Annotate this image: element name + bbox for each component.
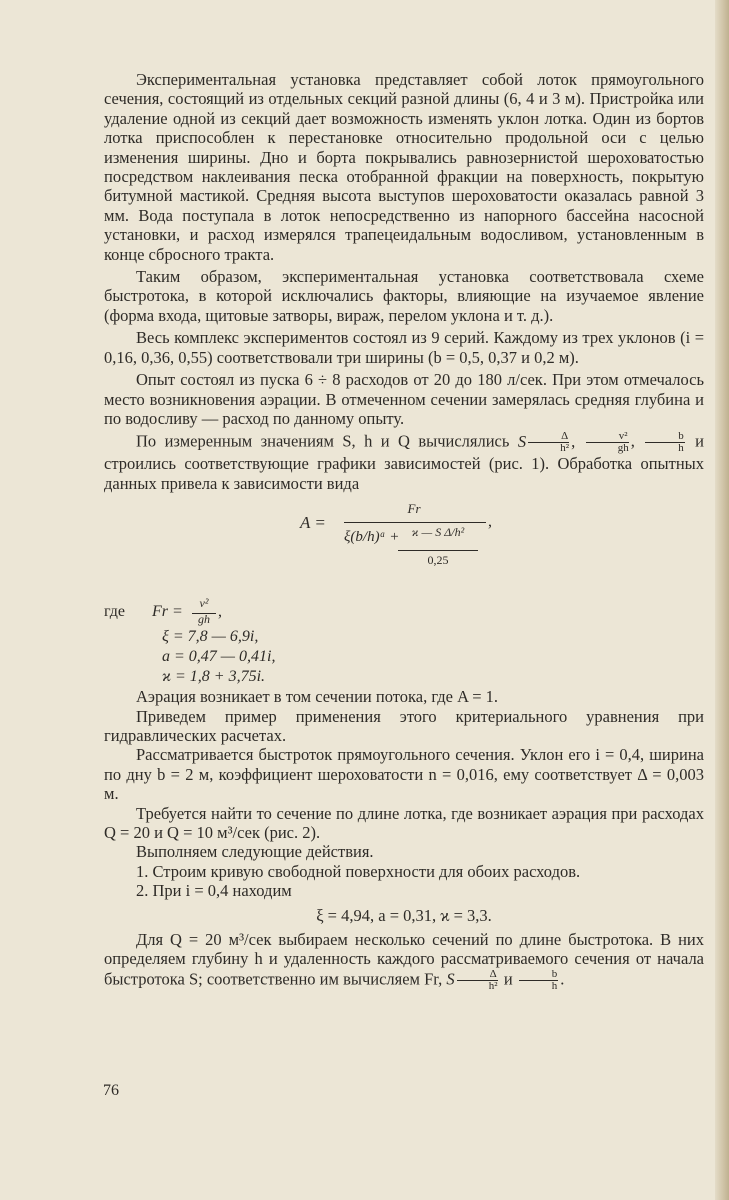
paragraph-11: Для Q = 20 м³/сек выбираем несколько сечений по длине быстротока. В них определяем глубину h и удаленность каждого рассматриваемого сечения от начала быстротока S; соответственно им вычисляем Fr, S $\frac{\Delta}{\text{h²}}$ и $\frac{b}{h}$ .	[104, 930, 704, 992]
definitions	[104, 593, 704, 687]
kappa-definition: ϰ = 1,8 + 3,75i.	[162, 668, 266, 686]
paragraph-6: Аэрация возникает в том сечении потока, где A = 1.	[136, 687, 499, 707]
xi-definition: ξ = 7,8 — 6,9i,	[162, 628, 259, 646]
paragraph-1: Экспериментальная установка представляет собой лоток прямоугольного сечения, состоящий из отдельных секций разной длины (6, 4 и 3 м). Пристройка или удаление одной из секций дает возможность изменять уклон лотка. Один из бортов лотка приспособлен к перестановке относительно продольной оси с целью изменения ширины. Дно и борта покрывались равнозернистой шероховатостью посредством наклеивания песка отобранной фракции на поверхность, покрытую битумной мастикой. Средняя высота выступов шероховатости оказалась равной 3 мм. Вода поступала в лоток непосредственно из напорного бассейна насосной установки, и расход измерялся трапецеидальным водосливом, установленным в конце сбросного тракта.	[104, 70, 704, 264]
page-edge	[715, 0, 729, 1200]
paragraph-8: Рассматривается быстроток прямоугольного сечения. Уклон его i = 0,4, ширина по дну b = 2 м, коэффициент шероховатости n = 0,016, ему соответствует Δ = 0,003 м.	[104, 745, 704, 804]
paragraph-3: Весь комплекс экспериментов состоял из 9 серий. Каждому из трех уклонов (i = 0,16, 0,36, 0,55) соответствовали три ширины (b = 0,5, 0,37 и 0,2 м).	[104, 328, 704, 367]
fr-definition: где Fr = v² gh ,	[104, 593, 704, 627]
paragraph-5-end: и строились соответствующие графики зависимостей (рис. 1). Обработка опытных данных привела к зависимости вида	[104, 431, 705, 493]
v2-gh-fraction: $\frac{\text{v²}}{gh}$	[586, 431, 629, 454]
paragraph-2: Таким образом, экспериментальная установка соответствовала схеме быстротока, в которой исключались факторы, влияющие на изучаемое явление (форма входа, щитовые затворы, вираж, перелом уклона и т. д.).	[104, 267, 704, 325]
paragraph-4: Опыт состоял из пуска 6 ÷ 8 расходов от 20 до 180 л/сек. При этом отмечалось место возникновения аэрации. В отмеченном сечении замерялась средняя глубина и по водосливу — расход по данному опыту.	[104, 370, 704, 428]
paragraph-5-start: По измеренным значениям S, h и Q вычислялись	[136, 431, 510, 451]
step-2: 2. При i = 0,4 находим	[136, 881, 292, 901]
s-delta-h2: S $\frac{\Delta}{\text{h²}}$ ,	[517, 430, 576, 455]
a-definition: a = 0,47 — 0,41i,	[162, 648, 276, 666]
step-1: 1. Строим кривую свободной поверхности для обоих расходов.	[136, 861, 581, 881]
paragraph-7: Приведем пример применения этого критериального уравнения при гидравлических расчетах.	[104, 706, 704, 745]
page-number: 76	[103, 1082, 119, 1099]
text-page	[104, 70, 704, 992]
paragraph-5: По измеренным значениям S, h и Q вычислялись S $\frac{\Delta}{\text{h²}}$ , $\frac{\text{v²}}{gh}$ , $\frac{b}{h}$ и строились соответствующие графики зависимостей (рис. 1). Обработка опытных данных привела к зависимости вида	[104, 430, 705, 493]
aeration-formula: A = Fr , ξ(b/h)ᵃ + ϰ — S Δ/h² 0,25	[300, 501, 492, 568]
coefficient-values: ξ = 4,94, a = 0,31, ϰ = 3,3.	[316, 905, 492, 925]
paragraph-9: Требуется найти то сечение по длине лотка, где возникает аэрация при расходах Q = 20 и Q = 10 м³/сек (рис. 2).	[104, 803, 704, 842]
paragraph-10: Выполняем следующие действия.	[136, 842, 374, 862]
b-h-fraction: $\frac{b}{h}$	[645, 431, 685, 454]
